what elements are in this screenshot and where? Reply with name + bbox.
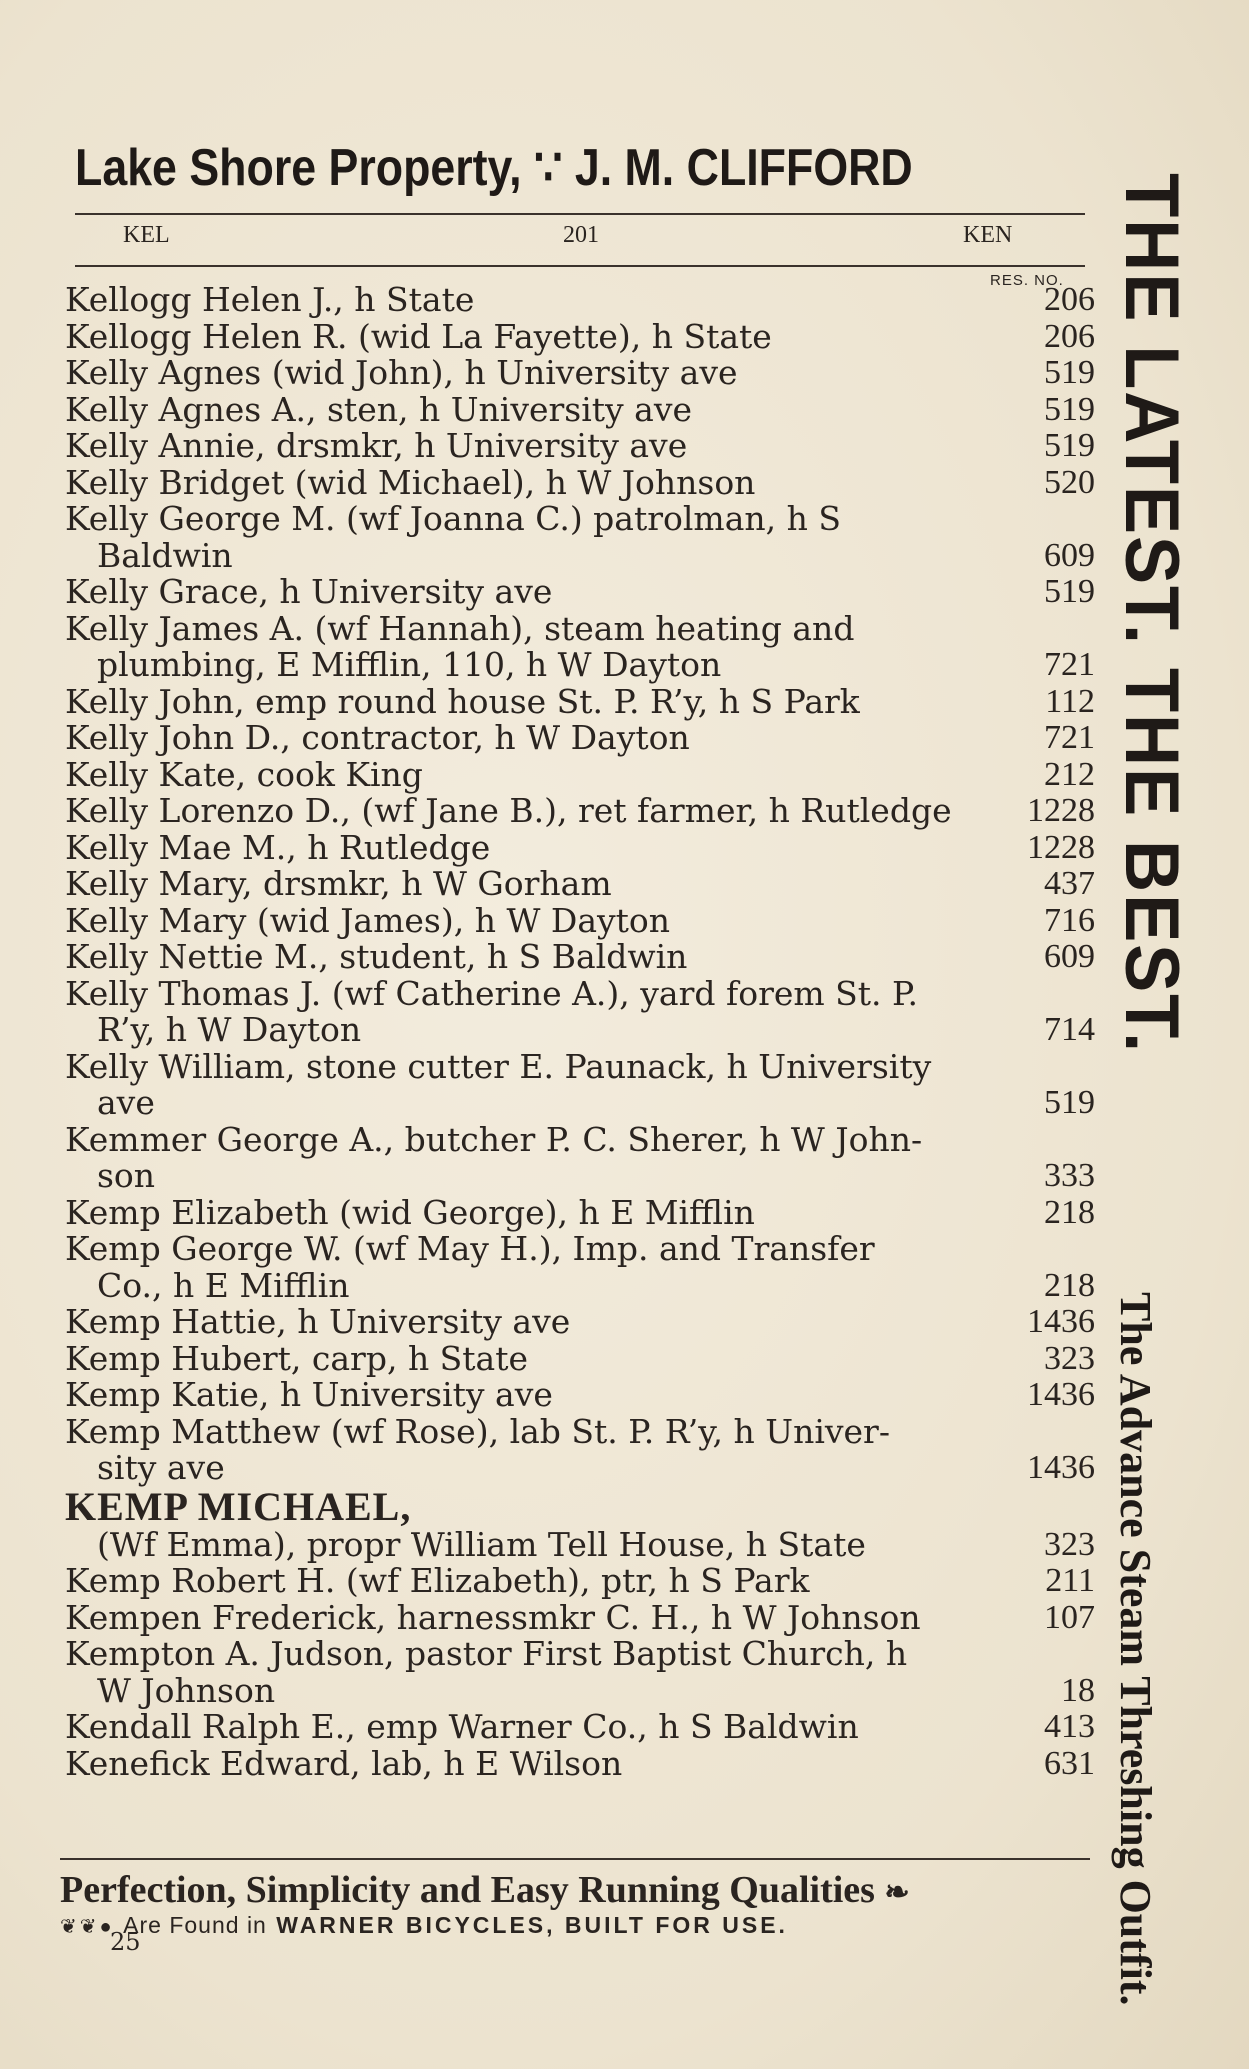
entry-name-line: Kelly Mary (wid James), h W Dayton	[65, 900, 671, 940]
residence-number: 1436	[1027, 1376, 1095, 1413]
ornament-left-icon: ❦❦●	[60, 1916, 124, 1938]
header-rule-bottom	[75, 265, 1085, 267]
res-no-label: RES. NO.	[990, 272, 1064, 289]
directory-entry	[65, 316, 1095, 356]
footer-advert-line2	[60, 1912, 788, 1939]
residence-number: 721	[1044, 646, 1095, 683]
footer-line2-lead: Are Found in	[123, 1912, 267, 1938]
footer-page-number: 25	[110, 1928, 141, 1956]
residence-number: 714	[1044, 1011, 1095, 1048]
entry-name-line: Kelly Mary, drsmkr, h W Gorham	[65, 864, 612, 903]
bold-entry-heading: KEMP MICHAEL,	[65, 1483, 412, 1529]
residence-number: 631	[1044, 1744, 1095, 1782]
entry-name-line: Kellogg Helen J., h State	[65, 280, 475, 319]
entry-continuation-line: (Wf Emma), propr William Tell House, h State	[97, 1524, 866, 1564]
entry-name-line: Kelly William, stone cutter E. Paunack, h University	[65, 1046, 932, 1086]
entry-continuation-line: sity ave	[97, 1448, 225, 1487]
directory-entry	[65, 608, 1095, 684]
running-head	[75, 222, 1085, 256]
directory-entry	[65, 1709, 1095, 1746]
footer-line1-text: Perfection, Simplicity and Easy Running Qualities	[60, 1869, 875, 1911]
entry-continuation-line: W Johnson	[97, 1670, 276, 1710]
residence-number: 1436	[1027, 1449, 1095, 1486]
footer-advert-line1	[60, 1868, 910, 1912]
page-header-title: Lake Shore Property, ∵ J. M. CLIFFORD	[75, 139, 913, 197]
directory-entries	[65, 282, 1095, 1782]
running-head-left: KEL	[123, 222, 170, 248]
residence-number: 323	[1044, 1339, 1095, 1377]
entry-name-line: Kelly Bridget (wid Michael), h W Johnson	[65, 462, 756, 502]
entry-name-line: Kemp Robert H. (wf Elizabeth), ptr, h S Park	[65, 1561, 810, 1600]
directory-entry	[65, 428, 1095, 465]
residence-number: 519	[1044, 573, 1095, 610]
directory-entry	[65, 754, 1095, 794]
directory-entry	[65, 793, 1095, 830]
residence-number: 206	[1044, 317, 1095, 355]
entry-continuation-line: ave	[97, 1083, 155, 1122]
directory-entry	[65, 1192, 1095, 1232]
entry-name-line: Kelly Lorenzo D., (wf Jane B.), ret farmer, h Rutledge	[65, 791, 952, 830]
entry-name-line: Kelly James A. (wf Hannah), steam heating and	[65, 608, 855, 648]
entry-name-line: Kelly Agnes (wid John), h University ave	[65, 353, 738, 392]
footer-rule	[60, 1858, 1090, 1860]
side-advert-sub: The Advance Steam Threshing Outfit.	[1111, 1292, 1160, 2006]
residence-number: 212	[1044, 755, 1095, 793]
residence-number: 218	[1044, 1193, 1095, 1231]
residence-number: 218	[1044, 1266, 1095, 1304]
residence-number: 519	[1044, 1084, 1095, 1121]
directory-entry	[65, 1411, 1095, 1487]
residence-number: 721	[1044, 719, 1095, 756]
directory-entry	[65, 574, 1095, 611]
entry-name-line: Kemp Hubert, carp, h State	[65, 1338, 529, 1378]
directory-entry	[65, 282, 1095, 319]
directory-entry	[65, 973, 1095, 1049]
entry-name-line: Kelly Kate, cook King	[65, 754, 423, 794]
entry-name-line: Kelly John D., contractor, h W Dayton	[65, 718, 690, 757]
directory-entry	[65, 900, 1095, 940]
entry-name-line: Kelly John, emp round house St. P. R’y, h S Park	[65, 681, 860, 721]
residence-number: 1228	[1027, 828, 1095, 866]
directory-entry	[65, 939, 1095, 976]
entry-name-line: Kelly George M. (wf Joanna C.) patrolman, h S	[65, 499, 841, 538]
entry-name-line: Kemp Katie, h University ave	[65, 1375, 553, 1414]
entry-name-line: Kempton A. Judson, pastor First Baptist Church, h	[65, 1634, 908, 1673]
residence-number: 716	[1044, 901, 1095, 939]
entry-name-line: Kelly Nettie M., student, h S Baldwin	[65, 937, 688, 976]
directory-entry	[65, 866, 1095, 903]
entry-continuation-line: son	[97, 1156, 156, 1195]
directory-entry	[65, 1119, 1095, 1195]
side-advert-main: THE LATEST. THE BEST.	[1109, 173, 1194, 1055]
header-rule-top	[75, 213, 1085, 215]
footer-line2-rest: WARNER BICYCLES, BUILT FOR USE.	[276, 1912, 788, 1938]
directory-entry	[65, 1304, 1095, 1341]
entry-name-line: Kelly Mae M., h Rutledge	[65, 827, 491, 867]
directory-entry	[65, 501, 1095, 574]
entry-name-line: Kemmer George A., butcher P. C. Sherer, h W John-	[65, 1119, 923, 1159]
entry-name-line: Kellogg Helen R. (wid La Fayette), h State	[65, 316, 772, 356]
entry-name-line: Kelly Annie, drsmkr, h University ave	[65, 426, 688, 465]
running-head-right: KEN	[963, 222, 1013, 248]
residence-number: 609	[1044, 938, 1095, 975]
residence-number: 112	[1045, 682, 1095, 720]
directory-entry	[65, 720, 1095, 757]
entry-name-line: Kemp Elizabeth (wid George), h E Mifflin	[65, 1192, 755, 1232]
directory-entry	[65, 1338, 1095, 1378]
residence-number: 18	[1061, 1671, 1095, 1709]
entry-name-line: Kemp Hattie, h University ave	[65, 1302, 571, 1341]
directory-entry	[65, 1563, 1095, 1600]
entry-name-line: Kelly Agnes A., sten, h University ave	[65, 389, 692, 429]
directory-entry	[65, 1743, 1095, 1783]
directory-entry	[65, 681, 1095, 721]
residence-number: 519	[1044, 390, 1095, 428]
entry-name-line: Kempen Frederick, harnessmkr C. H., h W Johnson	[65, 1597, 921, 1637]
entry-name-line: Kemp Matthew (wf Rose), lab St. P. R’y, h Univer-	[65, 1411, 890, 1451]
residence-number: 206	[1044, 281, 1095, 318]
entry-continuation-line: plumbing, E Mifflin, 110, h W Dayton	[97, 645, 722, 684]
directory-entry	[65, 1231, 1095, 1304]
directory-entry	[65, 1524, 1095, 1564]
entry-continuation-line: R’y, h W Dayton	[97, 1010, 362, 1049]
entry-name-line: Kelly Grace, h University ave	[65, 572, 553, 611]
ornament-icon: ❧	[884, 1876, 910, 1909]
residence-number: 437	[1044, 865, 1095, 902]
residence-number: 1228	[1027, 792, 1095, 829]
entry-name-line: Kelly Thomas J. (wf Catherine A.), yard forem St. P.	[65, 973, 919, 1013]
directory-entry	[65, 827, 1095, 867]
residence-number: 519	[1044, 427, 1095, 464]
directory-entry	[65, 462, 1095, 502]
entry-continuation-line: Baldwin	[97, 535, 233, 575]
directory-entry	[65, 1597, 1095, 1637]
entry-name-line: Kendall Ralph E., emp Warner Co., h S Baldwin	[65, 1707, 859, 1746]
page-number-center: 201	[563, 222, 599, 248]
residence-number: 333	[1044, 1157, 1095, 1194]
residence-number: 413	[1044, 1708, 1095, 1745]
residence-number: 609	[1044, 536, 1095, 574]
entry-name-line: Kemp George W. (wf May H.), Imp. and Transfer	[65, 1229, 875, 1268]
directory-entry	[65, 1046, 1095, 1122]
residence-number: 107	[1044, 1598, 1095, 1636]
directory-entry	[65, 355, 1095, 392]
residence-number: 211	[1045, 1562, 1095, 1599]
residence-number: 323	[1044, 1525, 1095, 1563]
residence-number: 519	[1044, 354, 1095, 391]
directory-entry	[65, 1377, 1095, 1414]
residence-number: 1436	[1027, 1303, 1095, 1340]
directory-entry	[65, 1636, 1095, 1709]
entry-continuation-line: Co., h E Mifflin	[97, 1265, 350, 1305]
entry-name-line: Kenefick Edward, lab, h E Wilson	[65, 1743, 623, 1783]
residence-number: 520	[1044, 463, 1095, 501]
directory-entry	[65, 389, 1095, 429]
